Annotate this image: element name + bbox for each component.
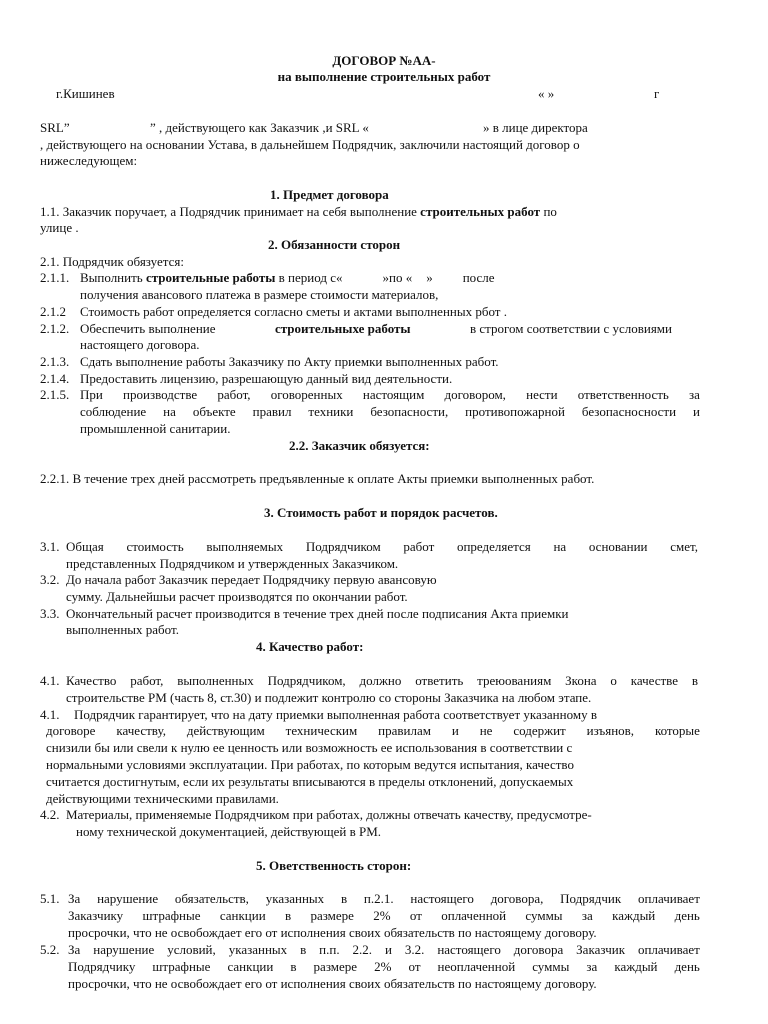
word: работ: [403, 539, 435, 554]
word: нарушение: [97, 891, 159, 906]
section-4-heading: 4. Качество работ:: [256, 639, 364, 654]
word: При: [80, 387, 103, 402]
section-2-heading: 2. Обязанности сторон: [268, 237, 401, 252]
word: и: [384, 942, 392, 957]
word: выполненных: [177, 673, 254, 688]
word: работ,: [130, 673, 164, 688]
document-subtitle: на выполнение строительных работ: [277, 69, 491, 84]
section-1-heading: 1. Предмет договора: [270, 187, 389, 202]
word: 2.2.: [352, 942, 373, 957]
clause-4-1b-line-6: действующими техническими правилами.: [46, 791, 279, 806]
word: 2%: [374, 959, 392, 974]
word: п.2.1.: [363, 891, 394, 906]
word: стоимость: [126, 539, 184, 554]
clause-2-1-5-line-3: промышленной санитарии.: [80, 421, 231, 436]
section-5-heading: 5. Оветственность сторон:: [256, 858, 412, 873]
clause-2-1-2a-number: 2.1.2: [40, 304, 66, 319]
clause-3-3-number: 3.3.: [40, 606, 60, 621]
word: треюованиям: [477, 673, 552, 688]
clause-2-1-1: Выполнить строительные работы в период с« »по « » после: [80, 270, 495, 285]
word: за: [586, 959, 598, 974]
clause-3-3-line-2: выполненных работ.: [66, 622, 179, 637]
word: настоящего: [437, 942, 501, 957]
word: соблюдение: [80, 404, 147, 419]
section-2-2-heading: 2.2. Заказчик обязуется:: [289, 438, 430, 453]
word: За: [68, 891, 81, 906]
clause-5-2-number: 5.2.: [40, 942, 60, 957]
word: действующим: [186, 723, 265, 738]
clause-5-1-line-3: просрочки, что не освобождает его от исполнения своих обязательств по настоящему договору.: [68, 925, 597, 940]
word: выполняемых: [206, 539, 284, 554]
word: правилам: [378, 723, 431, 738]
word: смет,: [670, 539, 698, 554]
clause-2-2-1: 2.2.1. В течение трех дней рассмотреть предъявленные к оплате Акты приемки выполненных работ.: [40, 471, 595, 486]
clause-5-1-line-1: [68, 890, 700, 907]
word: Подрядчиком: [305, 539, 381, 554]
word: в: [340, 891, 348, 906]
clause-2-1-5-line-2: [80, 403, 700, 420]
word: условий,: [167, 942, 216, 957]
word: день: [674, 959, 700, 974]
word: каждый: [612, 908, 656, 923]
word: оплачивает: [637, 942, 700, 957]
preamble-line-3: нижеследующем:: [40, 153, 138, 168]
clause-5-2-line-3: просрочки, что не освобождает его от исполнения своих обязательств по настоящему договору.: [68, 976, 597, 991]
word: определяется: [456, 539, 531, 554]
clause-2-1-4: Предоставить лицензию, разрешающую данный вид деятельности.: [80, 371, 453, 386]
preamble-line-1b: ” , действующего как Заказчик ,и SRL «: [150, 120, 369, 135]
word: оговоренных: [270, 387, 343, 402]
clause-4-1a-line-2: строительстве РМ (часть 8, ст.30) и подлежит контролю со стороны Заказчика на любом этапе.: [66, 690, 592, 705]
word: 3.2.: [404, 942, 425, 957]
clause-3-2-line-1: До начала работ Заказчик передает Подрядчику первую авансовую: [66, 572, 437, 587]
clause-5-1-number: 5.1.: [40, 891, 60, 906]
word: нести: [526, 387, 558, 402]
word: каждый: [614, 959, 658, 974]
clause-3-3-line-1: Окончательный расчет производится в течение трех дней после подписания Акта приемки: [66, 606, 569, 621]
clause-4-2-number: 4.2.: [40, 807, 60, 822]
clause-3-2-number: 3.2.: [40, 572, 60, 587]
word: за: [689, 387, 700, 402]
word: Подрядчик: [560, 891, 622, 906]
word: в: [284, 908, 292, 923]
word: которые: [654, 723, 700, 738]
preamble-line-2: , действующего на основании Устава, в дальнейшем Подрядчик, заключили настоящий договор о: [40, 137, 580, 152]
clause-2-1-3-number: 2.1.3.: [40, 354, 70, 369]
word: штрафные: [152, 959, 211, 974]
word: не: [479, 723, 493, 738]
document-title: ДОГОВОР №АА-: [332, 53, 436, 68]
date-quotes: « »: [538, 86, 555, 101]
word: на: [553, 539, 567, 554]
word: оплаченной: [441, 908, 507, 923]
word: санкции: [227, 959, 274, 974]
word: обязательств,: [174, 891, 249, 906]
clause-4-1a-number: 4.1.: [40, 673, 60, 688]
word: о: [610, 673, 617, 688]
clause-4-1b-line-3: снизили бы или свели к нулю ее ценность или возможность ее использования в соответствии с: [46, 740, 573, 755]
clause-2-1-1-number: 2.1.1.: [40, 270, 70, 285]
word: безопасносности: [581, 404, 677, 419]
word: на: [163, 404, 176, 419]
word: неоплаченной: [437, 959, 516, 974]
clause-5-2-line-1: [68, 941, 700, 958]
word: 2%: [373, 908, 391, 923]
word: ответить: [415, 673, 464, 688]
word: работ,: [217, 387, 251, 402]
word: в: [290, 959, 297, 974]
word: Заказчик: [576, 942, 626, 957]
word: настоящего: [410, 891, 474, 906]
word: должно: [359, 673, 402, 688]
clause-4-1b-line-1: Подрядчик гарантирует, что на дату приемки выполненная работа соответствует указанному в: [74, 707, 597, 722]
word: качеству,: [116, 723, 166, 738]
word: суммы: [525, 908, 563, 923]
clause-4-1a-line-1: [66, 672, 698, 689]
clause-1-1-line-2: улице .: [40, 220, 79, 235]
word: и: [693, 404, 700, 419]
word: п.п.: [319, 942, 340, 957]
word: объекте: [192, 404, 236, 419]
word: основании: [588, 539, 648, 554]
preamble-line-1c: » в лице директора: [483, 120, 588, 135]
word: Качество: [66, 673, 117, 688]
word: договоре: [46, 723, 96, 738]
word: Общая: [66, 539, 104, 554]
word: Подрядчиком,: [267, 673, 346, 688]
word: нарушение: [93, 942, 155, 957]
word: в: [691, 673, 698, 688]
word: Подрядчику: [68, 959, 136, 974]
word: от: [408, 959, 421, 974]
word: Зкона: [565, 673, 597, 688]
clause-4-1b-line-4: нормальными условиями эксплуатации. При работах, по которым ведутся испытания, качество: [46, 757, 574, 772]
word: За: [68, 942, 81, 957]
word: содержит: [513, 723, 566, 738]
clause-2-1-1-line-2: получения авансового платежа в размере стоимости материалов,: [80, 287, 439, 302]
word: ответственность: [577, 387, 669, 402]
word: за: [581, 908, 593, 923]
word: и: [451, 723, 459, 738]
clause-4-1b-line-5: считается достигнутым, если их результаты вписываются в пределы отклонений, допускаемых: [46, 774, 574, 789]
clause-2-1: 2.1. Подрядчик обязуется:: [40, 254, 184, 269]
word: безопасности,: [370, 404, 449, 419]
word: качестве: [630, 673, 679, 688]
clause-4-1b-number: 4.1.: [40, 707, 60, 722]
clause-4-1b-line-2: [46, 722, 700, 739]
word: противопожарной: [465, 404, 565, 419]
clause-2-1-2a: Стоимость работ определяется согласно сметы и актами выполненных рбот .: [80, 304, 507, 319]
word: указанных: [228, 942, 288, 957]
clause-2-1-5-line-1: [80, 386, 700, 403]
word: оплачивает: [638, 891, 700, 906]
word: от: [409, 908, 422, 923]
word: техническим: [285, 723, 358, 738]
word: указанных: [265, 891, 325, 906]
word: размере: [310, 908, 354, 923]
word: настоящим: [362, 387, 425, 402]
word: Заказчику: [68, 908, 124, 923]
word: изъянов,: [586, 723, 635, 738]
word: санкции: [219, 908, 266, 923]
word: день: [674, 908, 700, 923]
clause-2-1-2b-number: 2.1.2.: [40, 321, 70, 336]
section-3-heading: 3. Стоимость работ и порядок расчетов.: [264, 505, 498, 520]
clause-3-1-number: 3.1.: [40, 539, 60, 554]
clause-4-2-line-1: Материалы, применяемые Подрядчиком при работах, должны отвечать качеству, предусмотре-: [66, 807, 592, 822]
word: производстве: [123, 387, 198, 402]
word: штрафные: [142, 908, 201, 923]
clause-2-1-4-number: 2.1.4.: [40, 371, 70, 386]
clause-2-1-2b-line-2: настоящего договора.: [80, 337, 200, 352]
clause-2-1-3: Сдать выполнение работы Заказчику по Акту приемки выполненных работ.: [80, 354, 499, 369]
word: суммы: [532, 959, 570, 974]
clause-3-2-line-2: сумму. Дальнейшьи расчет производятся по окончании работ.: [66, 589, 408, 604]
clause-2-1-2b: Обеспечить выполнение строительныхе работы в строгом соответствии с условиями: [80, 321, 672, 336]
clause-2-1-5-number: 2.1.5.: [40, 387, 70, 402]
clause-5-1-line-2: [68, 907, 700, 924]
preamble-line-1a: SRL”: [40, 120, 70, 135]
word: договором,: [444, 387, 506, 402]
clause-3-1-line-2: представленных Подрядчиком и утвержденных Заказчиком.: [66, 556, 399, 571]
word: техники: [308, 404, 354, 419]
word: правил: [252, 404, 292, 419]
city: г.Кишинев: [56, 86, 115, 101]
clause-1-1: 1.1. Заказчик поручает, а Подрядчик принимает на себя выполнение строительных работ по: [40, 204, 557, 219]
year-suffix: г: [654, 86, 660, 101]
word: в: [300, 942, 307, 957]
clause-5-2-line-2: [68, 958, 700, 975]
word: договора,: [490, 891, 544, 906]
word: договора: [513, 942, 564, 957]
word: размере: [313, 959, 358, 974]
clause-4-2-line-2: ному технической документацией, действующей в РМ.: [76, 824, 382, 839]
clause-3-1-line-1: [66, 538, 698, 555]
